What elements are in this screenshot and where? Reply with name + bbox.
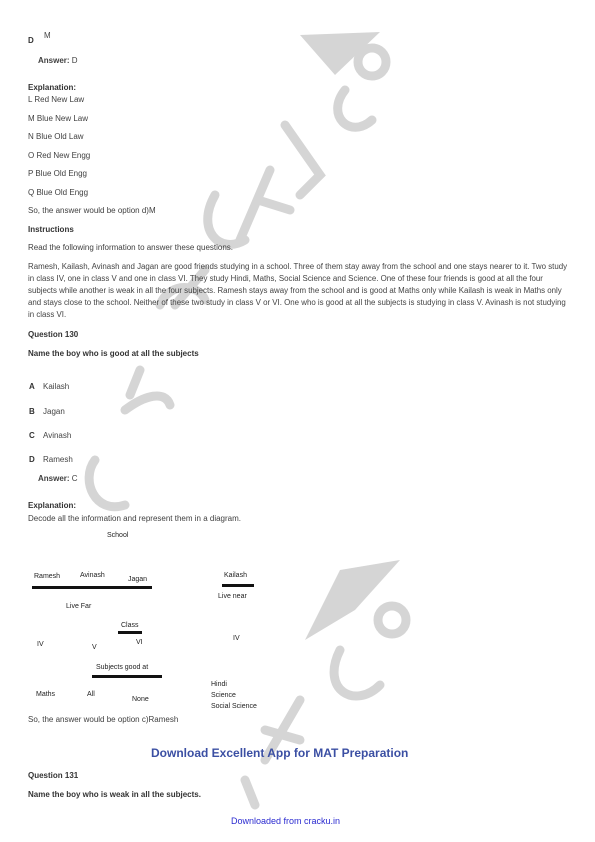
diagram-all: All [87, 691, 95, 698]
footer-download-link[interactable]: Downloaded from cracku.in [231, 816, 341, 826]
diagram-far-line [32, 586, 152, 589]
prev-option-letter: D [28, 36, 34, 45]
diagram-hindi: Hindi [211, 681, 227, 688]
prev-option-text: M [44, 31, 51, 40]
explanation-heading: Explanation: [28, 83, 77, 92]
prev-answer [38, 56, 78, 65]
explanation-line: M Blue New Law [28, 114, 89, 123]
diagram-class-iv-right: IV [233, 635, 240, 642]
explanation-text: Decode all the information and represent them in a diagram. [28, 514, 242, 523]
diagram-none: None [132, 696, 149, 703]
explanation-line: L Red New Law [28, 95, 85, 104]
explanation-line: O Red New Engg [28, 151, 91, 160]
answer-value: C [71, 474, 78, 483]
diagram-school-label: School [107, 532, 129, 539]
option-text: Kailash [43, 382, 70, 391]
option-text: Avinash [43, 431, 72, 440]
instructions-intro: Read the following information to answer these questions. [28, 243, 234, 252]
explanation-line: N Blue Old Law [28, 132, 84, 141]
answer-value: D [71, 56, 78, 65]
diagram-near-line [222, 584, 254, 587]
explanation-line: Q Blue Old Engg [28, 188, 89, 197]
diagram-ramesh: Ramesh [34, 573, 61, 580]
option-letter: A [29, 382, 35, 391]
diagram-subjects-line [92, 675, 162, 678]
diagram-subjects-label: Subjects good at [96, 664, 149, 671]
diagram-class-vi: VI [136, 639, 143, 646]
option-text: Jagan [43, 407, 65, 416]
diagram-kailash: Kailash [224, 572, 247, 579]
instructions-passage: Ramesh, Kailash, Avinash and Jagan are good friends studying in a school. Three of them stay away from the school and one stays nearer to it. Two study in class IV, one in class V and one in class VI. They study Hindi, Maths, Social Science and Science. One of these four friends is good at all the four subjects while another is weak in all the four subjects. Ramesh stays away from the school and is good at Maths only while Kailash is weak in Maths only and stays close to the school. Neither of these two study in class V or VI. One who is good at all the subjects is studying in class V. Avinash is not studying in class VI. [28, 262, 568, 319]
option-letter: C [29, 431, 35, 440]
q130-answer [38, 474, 78, 483]
question-text: Name the boy who is weak in all the subjects. [28, 790, 201, 799]
answer-label: Answer: [38, 474, 70, 483]
diagram-science: Science [211, 692, 236, 699]
diagram-live-far: Live Far [66, 603, 92, 610]
answer-label: Answer: [38, 56, 70, 65]
diagram-class-v: V [92, 644, 97, 651]
explanation-conclusion: So, the answer would be option d)M [28, 206, 156, 215]
diagram-jagan: Jagan [128, 576, 148, 583]
diagram-social-science: Social Science [211, 703, 257, 710]
diagram-live-near: Live near [218, 593, 247, 600]
instructions-heading: Instructions [28, 225, 74, 234]
explanation-line: P Blue Old Engg [28, 169, 88, 178]
diagram-class-line [118, 631, 142, 634]
question-text: Name the boy who is good at all the subjects [28, 349, 199, 358]
option-letter: D [29, 455, 35, 464]
diagram-class-iv-left: IV [37, 641, 44, 648]
explanation-conclusion: So, the answer would be option c)Ramesh [28, 715, 179, 724]
question-number: Question 130 [28, 330, 79, 339]
download-app-link[interactable]: Download Excellent App for MAT Preparation [151, 746, 409, 760]
option-text: Ramesh [43, 455, 73, 464]
diagram-class-label: Class [121, 622, 139, 629]
question-number: Question 131 [28, 771, 79, 780]
diagram-maths: Maths [36, 691, 56, 698]
diagram-avinash: Avinash [80, 572, 105, 579]
explanation-heading: Explanation: [28, 501, 77, 510]
option-letter: B [29, 407, 35, 416]
